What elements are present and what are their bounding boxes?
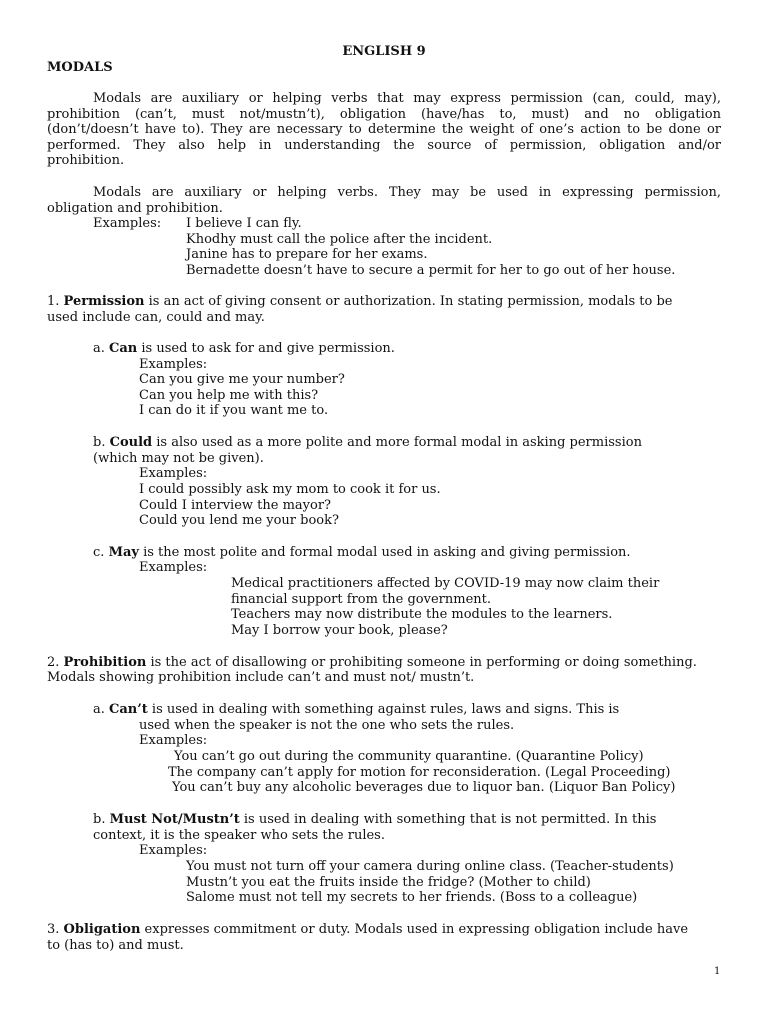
intro-example-1: I believe I can fly. [186,216,302,231]
intro-paragraph-1-line-1: Modals are auxiliary or helping verbs that may express permission (can, could, may), [93,91,721,106]
prohibition-definition-line-1: 2. Prohibition is the act of disallowing or prohibiting someone in performing or doing something. [47,655,697,670]
intro-example-3: Janine has to prepare for her exams. [186,247,428,262]
intro-paragraph-1-line-3: (don’t/doesn’t have to). They are necessary to determine the weight of one’s action to be done or [47,122,721,137]
can-example-1: Can you give me your number? [139,372,345,387]
page-number: 1 [714,966,721,977]
could-examples-label: Examples: [139,466,208,481]
intro-examples-label: Examples: [93,216,162,231]
must-not-example-1: You must not turn off your camera during online class. (Teacher-students) [186,859,674,874]
could-example-2: Could I interview the mayor? [139,498,331,513]
cant-example-3: You can’t buy any alcoholic beverages due to liquor ban. (Liquor Ban Policy) [172,780,676,795]
must-not-definition-line-1: b. Must Not/Mustn’t is used in dealing with something that is not permitted. In this [93,812,657,827]
intro-paragraph-1-line-4: performed. They also help in understanding the source of permission, obligation and/or [47,138,721,153]
can-definition: a. Can is used to ask for and give permission. [93,341,395,356]
may-definition: c. May is the most polite and formal modal used in asking and giving permission. [93,545,631,560]
section-heading: MODALS [47,60,113,75]
intro-example-4: Bernadette doesn’t have to secure a permit for her to go out of her house. [186,263,676,278]
may-example-1-line-2: financial support from the government. [231,592,491,607]
cant-definition-line-1: a. Can’t is used in dealing with something against rules, laws and signs. This is [93,702,620,717]
intro-paragraph-1-line-5: prohibition. [47,153,125,168]
obligation-definition-line-1: 3. Obligation expresses commitment or duty. Modals used in expressing obligation include have [47,922,689,937]
intro-example-2: Khodhy must call the police after the incident. [186,232,493,247]
intro-paragraph-1-line-2: prohibition (can’t, must not/mustn’t), obligation (have/has to, must) and no obligation [47,107,721,122]
could-example-1: I could possibly ask my mom to cook it for us. [139,482,441,497]
can-example-2: Can you help me with this? [139,388,319,403]
must-not-definition-line-2: context, it is the speaker who sets the rules. [93,828,385,843]
may-example-3: May I borrow your book, please? [231,623,448,638]
could-definition-line-1: b. Could is also used as a more polite and more formal modal in asking permission [93,435,642,450]
may-examples-label: Examples: [139,560,208,575]
can-example-3: I can do it if you want me to. [139,403,329,418]
cant-examples-label: Examples: [139,733,208,748]
cant-definition-line-2: used when the speaker is not the one who sets the rules. [139,718,515,733]
permission-definition-line-1: 1. Permission is an act of giving consent or authorization. In stating permission, modals to be [47,294,673,309]
must-not-example-3: Salome must not tell my secrets to her friends. (Boss to a colleague) [186,890,638,905]
document-title: ENGLISH 9 [342,44,426,59]
may-example-2: Teachers may now distribute the modules to the learners. [231,607,613,622]
cant-example-2: The company can’t apply for motion for reconsideration. (Legal Proceeding) [168,765,671,780]
permission-definition-line-2: used include can, could and may. [47,310,265,325]
must-not-example-2: Mustn’t you eat the fruits inside the fridge? (Mother to child) [186,875,591,890]
can-examples-label: Examples: [139,357,208,372]
cant-example-1: You can’t go out during the community quarantine. (Quarantine Policy) [174,749,644,764]
could-definition-line-2: (which may not be given). [93,451,264,466]
could-example-3: Could you lend me your book? [139,513,339,528]
obligation-definition-line-2: to (has to) and must. [47,938,184,953]
may-example-1-line-1: Medical practitioners affected by COVID-19 may now claim their [231,576,660,591]
intro-paragraph-2-line-1: Modals are auxiliary or helping verbs. They may be used in expressing permission, [93,185,721,200]
intro-paragraph-2-line-2: obligation and prohibition. [47,201,223,216]
prohibition-definition-line-2: Modals showing prohibition include can’t and must not/ mustn’t. [47,670,475,685]
must-not-examples-label: Examples: [139,843,208,858]
